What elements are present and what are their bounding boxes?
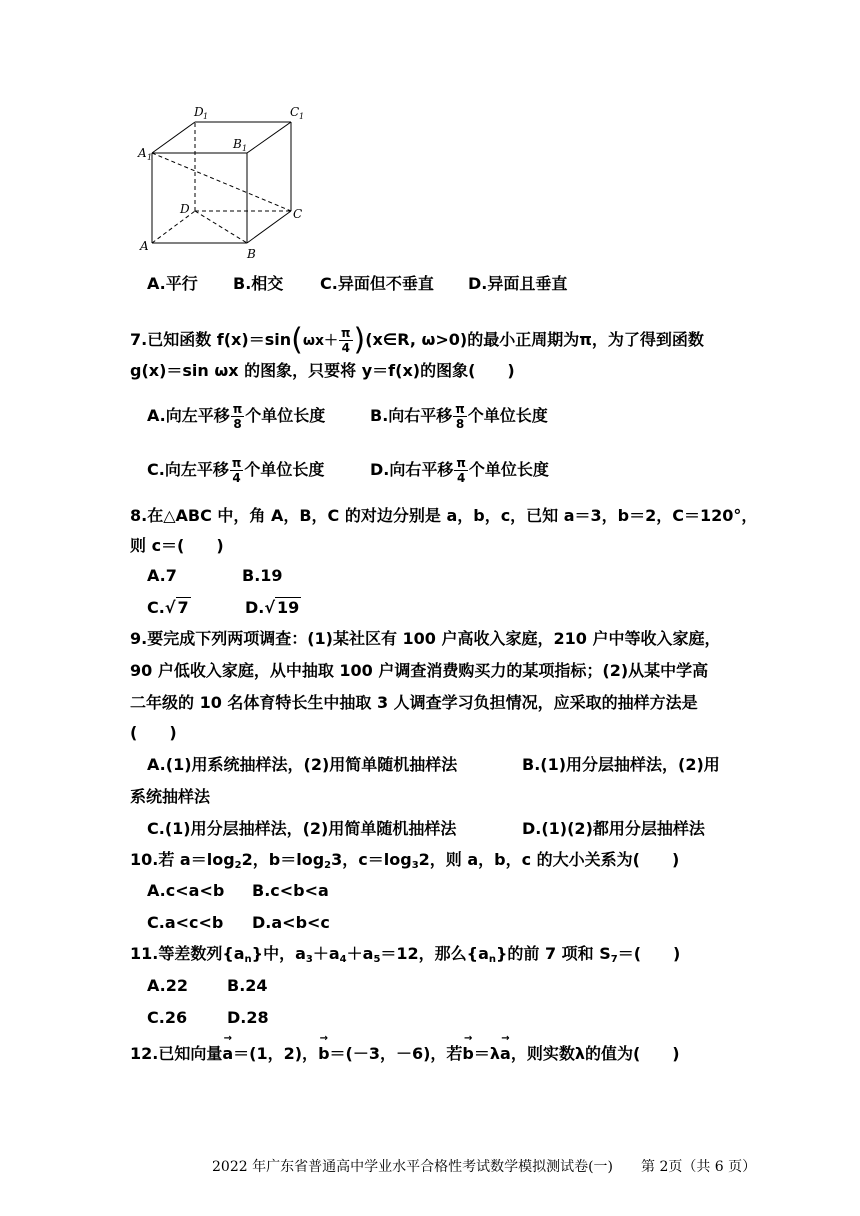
q8-option-d: D.√ 19: [245, 598, 300, 617]
q10-option-a: A.c<a<b: [147, 881, 225, 900]
label-A1-sub: 1: [147, 153, 153, 162]
q11-option-d: D.28: [227, 1008, 269, 1027]
vector-arrow-icon: →: [319, 1033, 328, 1044]
q6-option-d: D.异面且垂直: [468, 274, 568, 293]
q9-stem-line1: 9.要完成下列两项调查：(1)某社区有 100 户高收入家庭，210 户中等收入家庭，: [130, 629, 721, 648]
edge-B1-C1: [247, 122, 291, 153]
cube-figure: [130, 100, 450, 270]
q10-option-d: D.a<b<c: [252, 913, 330, 932]
label-A: A: [140, 239, 149, 253]
label-C1-sub: 1: [299, 112, 305, 121]
q9-stem-line2: 90 户低收入家庭，从中抽取 100 户调查消费购买力的某项指标；(2)从某中学高: [130, 661, 709, 680]
label-C1: C: [290, 105, 300, 119]
sqrt-7: √ 7: [164, 598, 189, 617]
q7-option-c: C.向左平移 $\frac{\pi}{4}$ 个单位长度: [147, 456, 325, 485]
q7-stem-line1: 7.已知函数 f(x)＝sin(ωx＋ $\frac{\pi}{4}$ )(x∈R, ω>0)的最小正周期为π，为了得到函数: [130, 322, 704, 358]
diagonal-A1-C: [152, 153, 291, 211]
q8-option-c: C.√ 7: [147, 598, 189, 617]
q9-option-d: D.(1)(2)都用分层抽样法: [522, 819, 705, 838]
q6-option-b: B.相交: [233, 274, 284, 293]
q9-option-a: A.(1)用系统抽样法，(2)用简单随机抽样法: [147, 755, 458, 774]
vector-b: → b: [318, 1033, 330, 1063]
vector-arrow-icon: →: [223, 1033, 232, 1044]
label-B1: B: [233, 137, 242, 151]
page-footer: 2022 年广东省普通高中学业水平合格性考试数学模拟测试卷(一) 第 2页（共 6 页）: [212, 1159, 757, 1175]
q8-option-b: B.19: [242, 566, 283, 585]
paren-left: (: [291, 322, 303, 358]
q7-option-a: A.向左平移 $\frac{\pi}{8}$ 个单位长度: [147, 402, 326, 431]
q10-option-b: B.c<b<a: [252, 881, 329, 900]
q12-stem: 12.已知向量 → a＝(1，2)， → b＝(－3，－6)，若 → b＝λ → a，则实数λ的值为( ): [130, 1033, 680, 1063]
q7-option-d: D.向右平移 $\frac{\pi}{4}$ 个单位长度: [370, 456, 549, 485]
q7-stem-line2: g(x)＝sin ωx 的图象，只要将 y＝f(x)的图象( ): [130, 361, 515, 380]
vector-arrow-icon: →: [501, 1033, 510, 1044]
paren-right: ): [353, 322, 366, 358]
q10-stem: 10.若 $a=\log_22$，$b=\log_23$，$c=\log_32$，则 a，b，c 的大小关系为( ): [130, 850, 680, 871]
q6-option-a: A.平行: [147, 274, 198, 293]
sqrt-19: √ 19: [264, 598, 300, 617]
q9-option-c: C.(1)用分层抽样法，(2)用简单随机抽样法: [147, 819, 457, 838]
vector-a: → a: [500, 1033, 511, 1063]
fraction-pi-over-4: $\frac{\pi}{4}$: [341, 326, 351, 355]
label-D1: D: [194, 105, 204, 119]
q9-option-b-line2: 系统抽样法: [130, 787, 211, 806]
label-A1: A: [138, 146, 147, 160]
q8-stem-line2: 则 c＝( ): [130, 536, 224, 555]
label-C: C: [293, 207, 303, 221]
label-B: B: [247, 247, 256, 261]
label-D1-sub: 1: [203, 112, 209, 121]
q10-option-c: C.a<c<b: [147, 913, 224, 932]
label-D: D: [180, 202, 190, 216]
q8-stem-line1: 8.在△ABC 中，角 A，B，C 的对边分别是 a，b，c，已知 a＝3，b＝2，C＝120°，: [130, 506, 758, 525]
q7-option-b: B.向右平移 $\frac{\pi}{8}$ 个单位长度: [370, 402, 548, 431]
q8-option-a: A.7: [147, 566, 177, 585]
vector-arrow-icon: →: [463, 1033, 473, 1044]
label-B1-sub: 1: [242, 144, 248, 153]
edge-B-C: [247, 211, 291, 243]
edge-A1-D1: [152, 122, 195, 153]
vector-a: → a: [222, 1033, 234, 1063]
q11-stem: 11.等差数列$\{a_n\}$中，$a_3+a_4+a_5=12$，那么$\{a_n\}$的前 7 项和 $S_7=$( ): [130, 944, 681, 965]
q11-option-c: C.26: [147, 1008, 188, 1027]
q11-option-b: B.24: [227, 976, 268, 995]
q9-stem-line4: ( ): [130, 723, 177, 742]
q9-stem-line3: 二年级的 10 名体育特长生中抽取 3 人调查学习负担情况，应采取的抽样方法是: [130, 693, 698, 712]
q6-option-c: C.异面但不垂直: [320, 274, 434, 293]
q11-option-a: A.22: [147, 976, 189, 995]
edge-D-B: [195, 211, 247, 243]
vector-b: → b: [462, 1033, 474, 1063]
q9-option-b-line1: B.(1)用分层抽样法，(2)用: [522, 755, 720, 774]
